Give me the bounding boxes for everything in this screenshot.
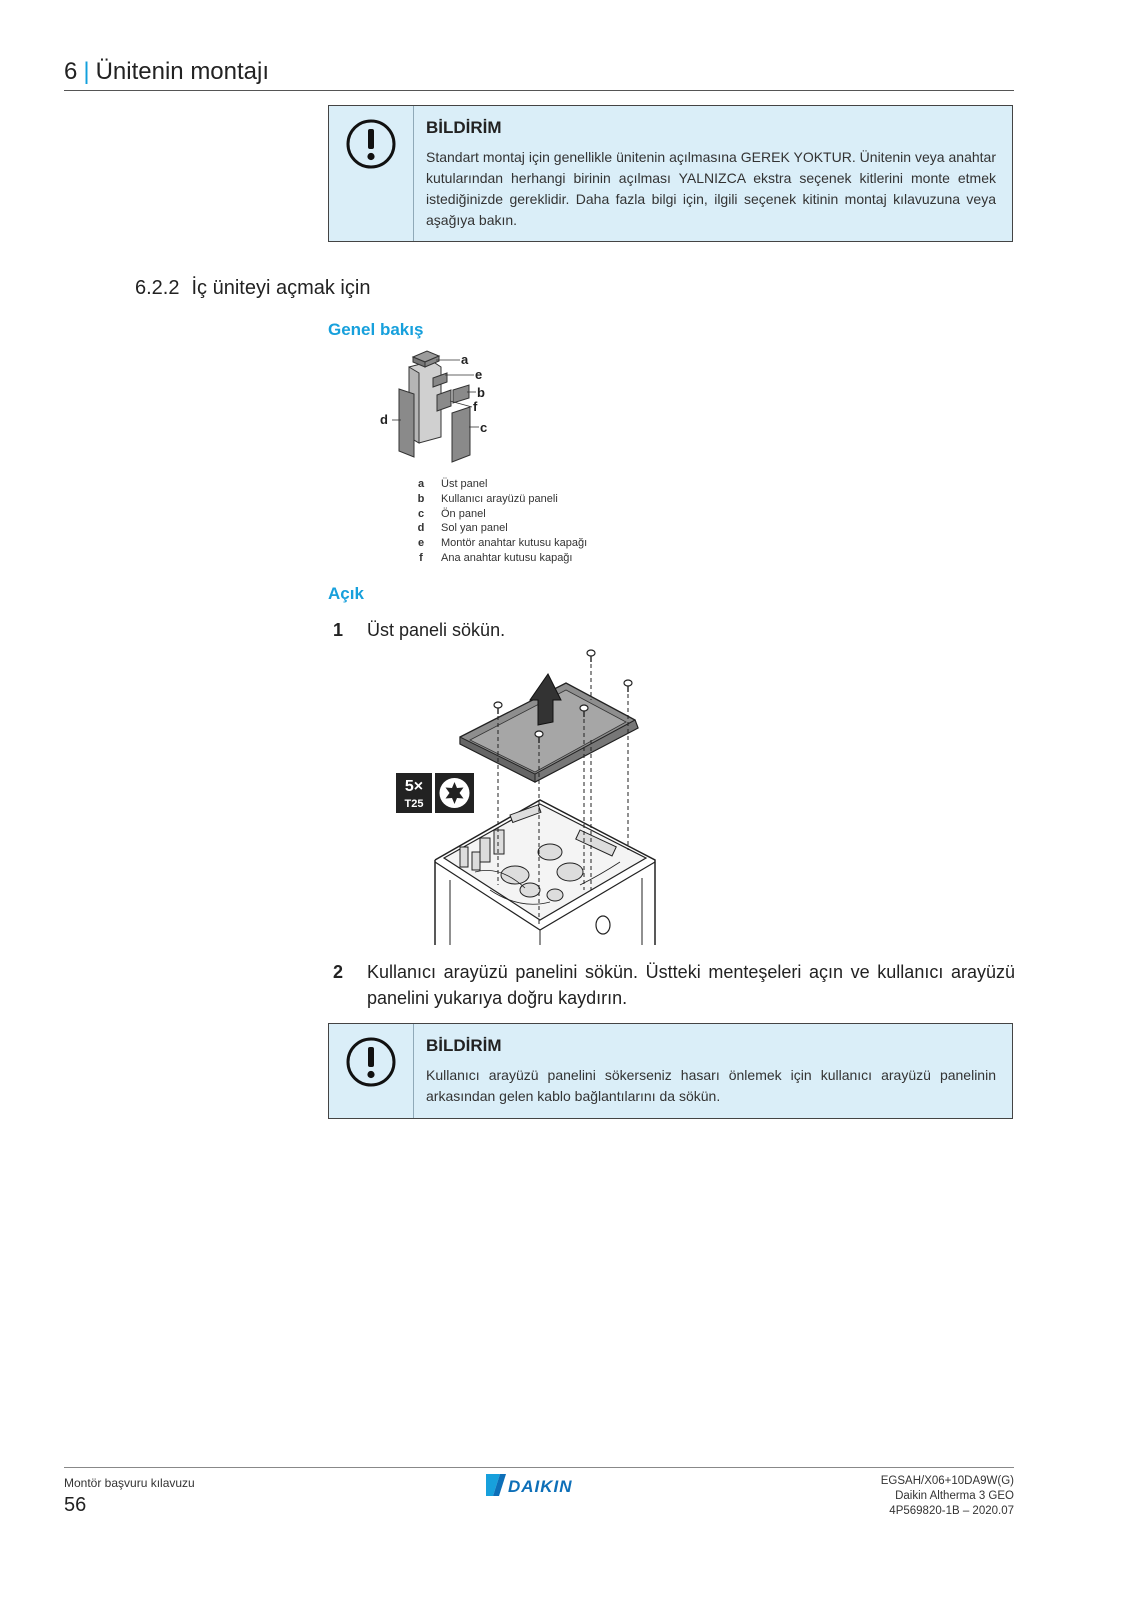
brand-name: DAIKIN — [508, 1477, 573, 1496]
chapter-title: Ünitenin montajı — [95, 58, 270, 85]
legend-item: c Ön panel — [417, 507, 486, 520]
legend-item: b Kullanıcı arayüzü paneli — [417, 492, 558, 505]
top-panel-removal-illustration — [430, 640, 660, 950]
legend-item: d Sol yan panel — [417, 522, 508, 535]
page-header — [64, 58, 1014, 91]
step-text: Kullanıcı arayüzü panelini sökün. Üstteki menteşeleri açın ve kullanıcı arayüzü panelini yukarıya doğru kaydırın. — [367, 962, 1015, 1008]
document-code: 4P569820-1B – 2020.07 — [889, 1505, 1014, 1517]
overview-heading: Genel bakış — [328, 320, 424, 339]
subsection-heading — [135, 277, 370, 300]
subsection-title: İç üniteyi açmak için — [191, 277, 371, 299]
chapter-number: 6 — [64, 58, 78, 85]
daikin-logo — [484, 1472, 596, 1498]
exclamation-icon — [345, 118, 397, 170]
figure-label-f: f — [473, 399, 478, 414]
screw-bit: T25 — [404, 798, 424, 810]
notice-text: Standart montaj için genellikle ünitenin açılmasına GEREK YOKTUR. Ünitenin veya anahtar kutularından herhangi birinin açılması YALNIZCA ekstra seçenek kitlerini monte etmek istediğinizde gereklidir. Daha fazla bilgi için, ilgili seçenek kitinin montaj kılavuzuna veya aşağıya bakın. — [426, 149, 996, 228]
manual-type: Montör başvuru kılavuzu — [64, 1476, 195, 1490]
document-info — [881, 1474, 1014, 1519]
open-heading: Açık — [328, 584, 364, 603]
notice-title: BİLDİRİM — [426, 1036, 502, 1055]
legend-item: f Ana anahtar kutusu kapağı — [419, 551, 573, 564]
figure-label-d: d — [380, 412, 388, 427]
header-separator: | — [83, 58, 90, 85]
model-code: EGSAH/X06+10DA9W(G) — [880, 1475, 1014, 1487]
exclamation-icon — [345, 1036, 397, 1088]
figure-label-b: b — [477, 385, 485, 400]
legend-item: e Montör anahtar kutusu kapağı — [417, 537, 588, 550]
screw-count: 5× — [404, 778, 424, 795]
notice-box — [328, 105, 1013, 242]
figure-legend — [414, 477, 587, 566]
notice-title: BİLDİRİM — [426, 118, 502, 137]
page-number: 56 — [64, 1494, 87, 1516]
exploded-unit-diagram — [372, 345, 512, 470]
subsection-number: 6.2.2 — [135, 277, 180, 299]
notice-text: Kullanıcı arayüzü panelini sökerseniz hasarı önlemek için kullanıcı arayüzü panelinin arkasından gelen kablo bağlantılarını da sökün. — [426, 1067, 996, 1104]
figure-label-a: a — [461, 352, 469, 367]
step-text: Üst paneli sökün. — [367, 620, 506, 640]
figure-label-c: c — [480, 420, 488, 435]
footer-divider — [64, 1467, 1014, 1468]
figure-label-e: e — [475, 367, 483, 382]
legend-item: a Üst panel — [417, 478, 488, 490]
step-number: 2 — [333, 962, 344, 982]
step-2 — [333, 959, 1015, 1011]
step-number: 1 — [333, 620, 344, 640]
notice-box — [328, 1023, 1013, 1119]
product-name: Daikin Altherma 3 GEO — [895, 1490, 1014, 1502]
